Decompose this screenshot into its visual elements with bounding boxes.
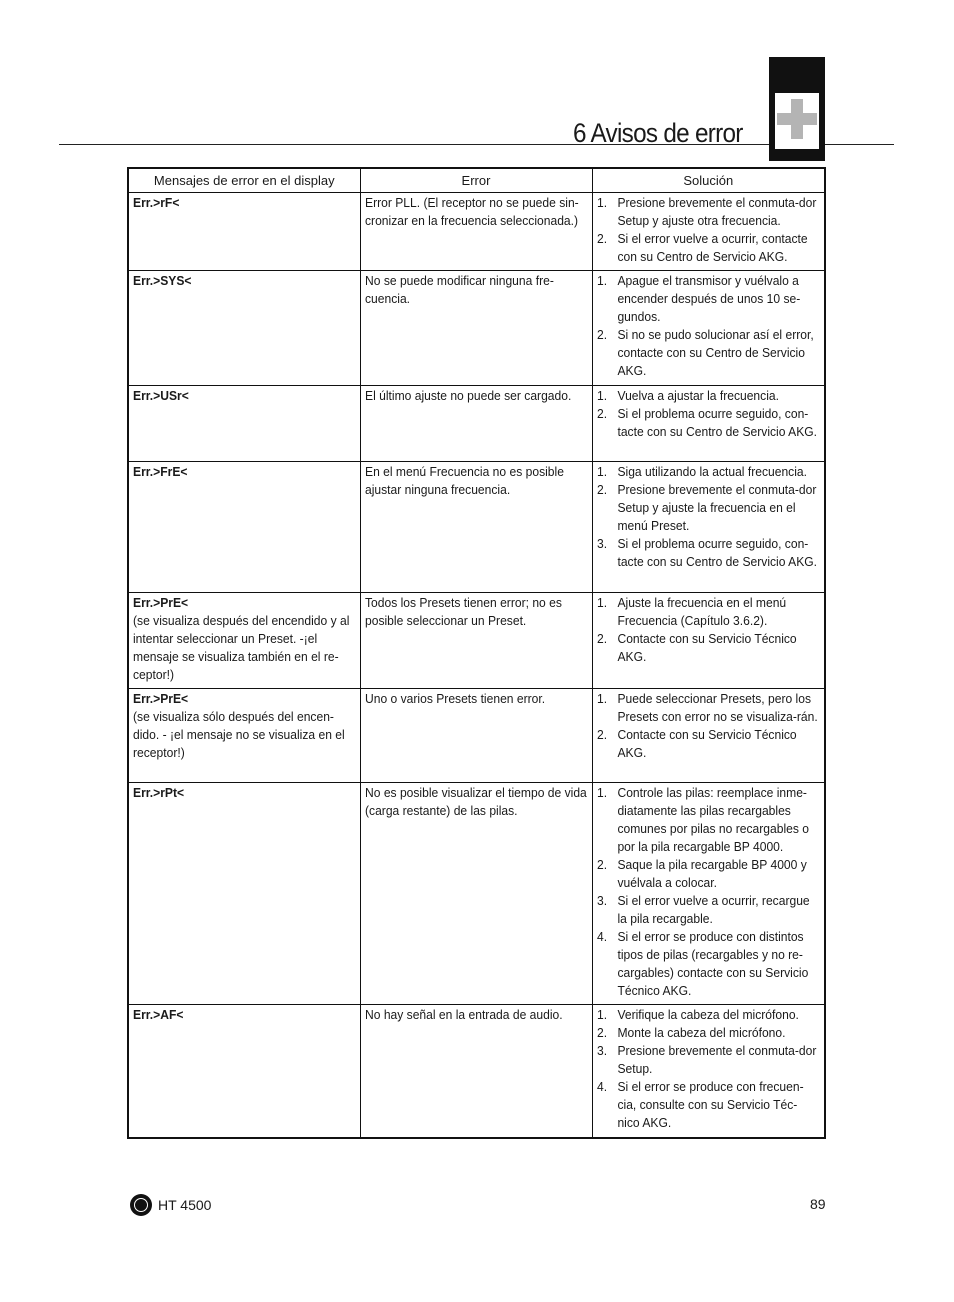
solution-step: 1. Presione brevemente el conmuta-dor Setup y ajuste otra frecuencia. — [596, 195, 816, 228]
table-row — [128, 1005, 825, 1138]
error-cell — [360, 271, 592, 386]
message-cell — [128, 386, 360, 462]
table-row — [128, 386, 825, 462]
page-number: 89 — [810, 1196, 826, 1212]
message-cell — [128, 689, 360, 783]
solution-step: 1. Vuelva a ajustar la frecuencia. — [596, 388, 779, 403]
solution-step: 4. Si el error se produce con distintos tipos de pilas (recargables y no re-cargables) contacte con su Servicio Técnico AKG. — [596, 929, 808, 998]
error-description: No se puede modificar ninguna fre-cuencia. — [364, 273, 554, 306]
error-code: Err.>PrE< — [133, 691, 189, 706]
message-cell — [128, 271, 360, 386]
error-cell — [360, 193, 592, 271]
solution-step: 2. Monte la cabeza del micrófono. — [596, 1025, 785, 1040]
error-code: Err.>PrE< — [133, 595, 189, 610]
solution-step: 2. Presione brevemente el conmuta-dor Setup y ajuste la frecuencia en el menú Preset. — [596, 482, 816, 533]
solution-step: 1. Ajuste la frecuencia en el menú Frecuencia (Capítulo 3.6.2). — [596, 595, 786, 628]
solution-cell — [592, 783, 825, 1005]
solution-step: 1. Puede seleccionar Presets, pero los Presets con error no se visualiza-rán. — [596, 691, 818, 724]
solution-cell — [592, 386, 825, 462]
message-cell — [128, 593, 360, 689]
error-code: Err.>SYS< — [133, 273, 192, 288]
error-cell — [360, 386, 592, 462]
error-code: Err.>AF< — [133, 1007, 184, 1022]
error-description: No hay señal en la entrada de audio. — [364, 1007, 563, 1022]
solution-step: 2. Si el error vuelve a ocurrir, contacte con su Centro de Servicio AKG. — [596, 231, 808, 264]
message-cell — [128, 193, 360, 271]
message-cell — [128, 462, 360, 593]
error-code: Err.>USr< — [133, 388, 189, 403]
error-description: En el menú Frecuencia no es posible ajustar ninguna frecuencia. — [364, 464, 564, 497]
table-row — [128, 783, 825, 1005]
error-note: (se visualiza sólo después del encen-dido. - ¡el mensaje no se visualiza en el receptor!) — [133, 709, 345, 760]
error-cell — [360, 1005, 592, 1138]
solution-step: 2. Saque la pila recargable BP 4000 y vuélvala a colocar. — [596, 857, 807, 890]
solution-step: 2. Si el problema ocurre seguido, con-tacte con su Centro de Servicio AKG. — [596, 406, 817, 439]
solution-step: 3. Presione brevemente el conmuta-dor Setup. — [596, 1043, 816, 1076]
page-title: 6 Avisos de error — [573, 118, 743, 148]
solution-step: 2. Si no se pudo solucionar así el error, contacte con su Centro de Servicio AKG. — [596, 327, 814, 378]
solution-step: 4. Si el error se produce con frecuen-cia, consulte con su Servicio Téc-nico AKG. — [596, 1079, 804, 1130]
error-code: Err.>rF< — [133, 195, 180, 210]
footer-model: HT 4500 — [158, 1197, 212, 1213]
error-description: Error PLL. (El receptor no se puede sin-cronizar en la frecuencia seleccionada.) — [364, 195, 579, 228]
solution-step: 2. Contacte con su Servicio Técnico AKG. — [596, 631, 797, 664]
solution-cell — [592, 271, 825, 386]
solution-cell — [592, 593, 825, 689]
solution-step: 1. Siga utilizando la actual frecuencia. — [596, 464, 807, 479]
column-header: Solución — [592, 168, 825, 193]
solution-step: 2. Contacte con su Servicio Técnico AKG. — [596, 727, 797, 760]
error-note: (se visualiza después del encendido y al intentar seleccionar un Preset. -¡el mensaje se visualiza también en el re-ceptor!) — [133, 613, 350, 682]
table-row — [128, 689, 825, 783]
error-cell — [360, 689, 592, 783]
solution-cell — [592, 689, 825, 783]
error-code: Err.>rPt< — [133, 785, 185, 800]
table-row — [128, 593, 825, 689]
column-header: Mensajes de error en el display — [128, 168, 360, 193]
solution-step: 1. Apague el transmisor y vuélvalo a encender después de unos 10 se-gundos. — [596, 273, 800, 324]
message-cell — [128, 1005, 360, 1138]
error-cell — [360, 593, 592, 689]
table-header-row — [128, 168, 825, 193]
message-cell — [128, 783, 360, 1005]
table-row — [128, 193, 825, 271]
error-code: Err.>FrE< — [133, 464, 188, 479]
solution-cell — [592, 1005, 825, 1138]
table-row — [128, 462, 825, 593]
error-cell — [360, 783, 592, 1005]
chapter-tab — [769, 57, 825, 161]
solution-step: 3. Si el error vuelve a ocurrir, recargue la pila recargable. — [596, 893, 810, 926]
solution-step: 1. Verifique la cabeza del micrófono. — [596, 1007, 799, 1022]
solution-cell — [592, 193, 825, 271]
solution-step: 1. Controle las pilas: reemplace inme-diatamente las pilas recargables comunes por pilas no recargables o por la pila recargable BP 4000. — [596, 785, 809, 854]
error-cell — [360, 462, 592, 593]
error-description: Todos los Presets tienen error; no es posible seleccionar un Preset. — [364, 595, 562, 628]
error-description: Uno o varios Presets tienen error. — [364, 691, 545, 706]
error-table — [127, 167, 826, 1139]
solution-step: 3. Si el problema ocurre seguido, con-tacte con su Centro de Servicio AKG. — [596, 536, 817, 569]
solution-cell — [592, 462, 825, 593]
akg-logo-icon — [130, 1194, 152, 1216]
error-description: No es posible visualizar el tiempo de vida (carga restante) de las pilas. — [364, 785, 587, 818]
error-description: El último ajuste no puede ser cargado. — [364, 388, 571, 403]
table-row — [128, 271, 825, 386]
column-header: Error — [360, 168, 592, 193]
